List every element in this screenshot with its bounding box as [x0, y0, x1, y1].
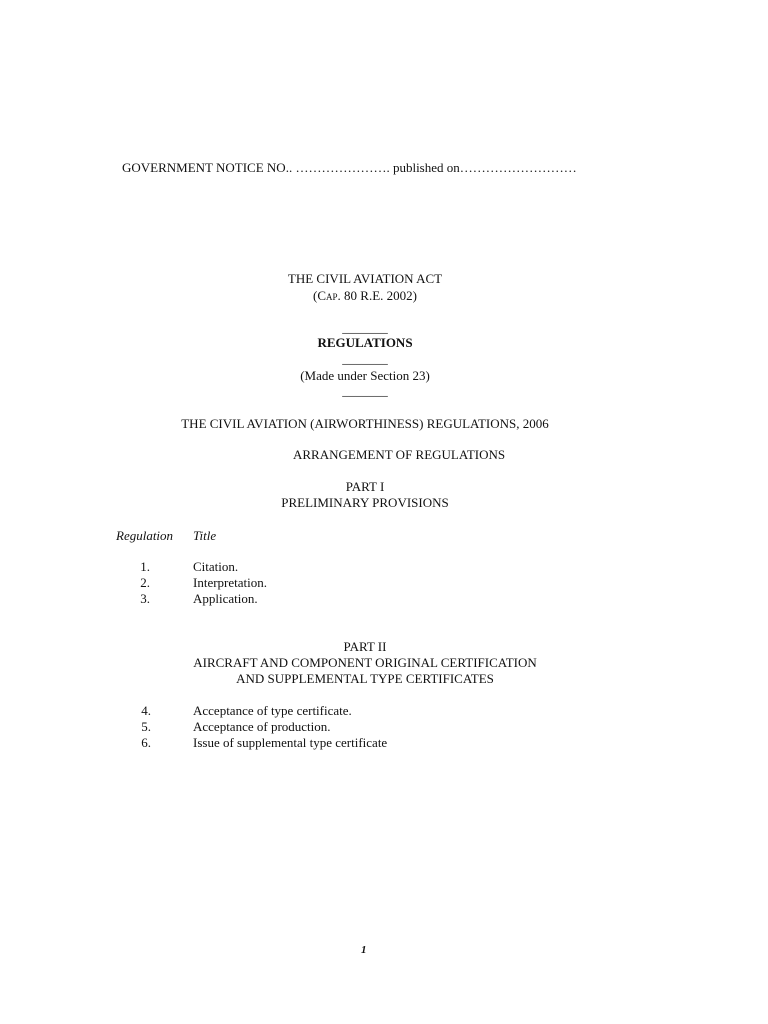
- item-number: 3.: [140, 591, 150, 606]
- part1-label: PART I: [345, 479, 385, 494]
- part1-title: PRELIMINARY PROVISIONS: [281, 495, 449, 510]
- title-column-header: Title: [193, 528, 217, 543]
- notice-label: GOVERNMENT NOTICE NO..: [122, 160, 293, 175]
- item-number: 5.: [141, 719, 151, 734]
- part2-title-line1: AIRCRAFT AND COMPONENT ORIGINAL CERTIFICATION: [193, 655, 537, 670]
- government-notice-line: [122, 160, 577, 176]
- page-number: 1: [361, 944, 367, 956]
- rule-line-2: _______: [342, 351, 388, 366]
- rule-line-3: _______: [342, 383, 388, 398]
- part2-title-line2: AND SUPPLEMENTAL TYPE CERTIFICATES: [236, 671, 494, 686]
- part2-label: PART II: [343, 639, 387, 654]
- regulations-title: THE CIVIL AVIATION (AIRWORTHINESS) REGULATIONS, 2006: [181, 416, 549, 431]
- item-number: 4.: [141, 703, 151, 718]
- made-under-section: (Made under Section 23): [300, 368, 430, 383]
- notice-published: published on………………………: [392, 160, 577, 175]
- cap-word: Cap: [317, 288, 338, 303]
- item-title: Acceptance of production.: [193, 719, 331, 734]
- item-number: 6.: [141, 735, 151, 750]
- item-title: Acceptance of type certificate.: [193, 703, 352, 718]
- item-number: 1.: [140, 559, 150, 574]
- act-title: THE CIVIL AVIATION ACT: [287, 271, 443, 286]
- item-title: Issue of supplemental type certificate: [193, 735, 388, 750]
- item-title: Interpretation.: [193, 575, 267, 590]
- act-chapter: (Cap. 80 R.E. 2002): [313, 288, 417, 303]
- notice-number-dots: ………………….: [295, 160, 390, 175]
- item-number: 2.: [140, 575, 150, 590]
- item-title: Citation.: [193, 559, 239, 574]
- arrangement-heading: ARRANGEMENT OF REGULATIONS: [293, 447, 506, 462]
- regulations-heading: REGULATIONS: [317, 335, 413, 350]
- regulation-column-header: Regulation: [116, 528, 174, 543]
- item-title: Application.: [193, 591, 258, 606]
- rule-line-1: _______: [342, 320, 388, 335]
